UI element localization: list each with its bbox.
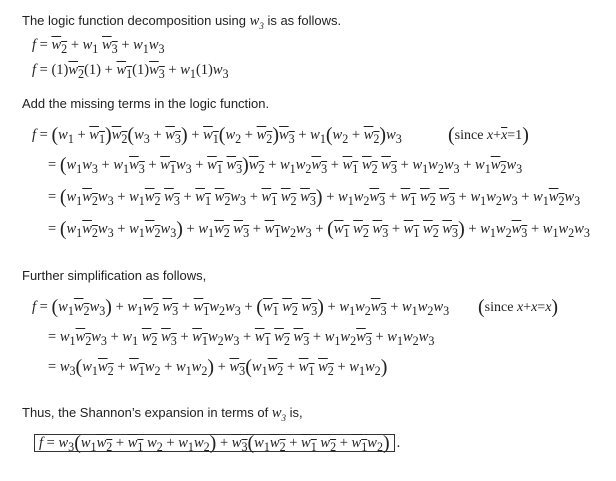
intro-variable: $w_3$ [249, 13, 264, 31]
equation-line-8: = $w_1w_2w_3 + w_1$ $w_2$ $w_3 + w_1w_2w_3 + w_1$ $w_2$ $w_3 + w_1w_2w_3 + w_1w_2w_3$ [48, 329, 435, 348]
final-expansion-box: $f = w_3(w_1w_2 + w_1$ $w_2 + w_1w_2) + w_3(w_1w_2 + w_1$ $w_2 + w_1w_2$) [34, 434, 395, 452]
intro-text [22, 10, 341, 37]
thus-text-label: Thus, the Shannon’s expansion in terms of [22, 405, 272, 420]
intro-text-label: The logic function decomposition using [22, 13, 250, 28]
equation-line-7: $f = (w_1w_2w_3) + w_1w_2$ $w_3 + w_1w_2w_3 + (w_1$ $w_2$ $w_3) + w_1w_2w_3 + w_1w_2w_3$ [32, 296, 450, 318]
equation-line-9: = $w_3(w_1w_2 + w_1w_2 + w_1w_2) + w_3(w_1w_2 + w_1$ $w_2 + w_1w_2$) [48, 356, 388, 378]
equation-line-2: $f = (1)w_2(1) + w_1(1)w_3 + w_1(1)w_3$ [32, 62, 229, 81]
thus-text [22, 402, 303, 429]
since-note-2: (since x+x=x) [478, 296, 559, 318]
final-expansion: $f = w_3(w_1w_2 + w_1$ $w_2 + w_1w_2) + w_3(w_1w_2 + w_1$ $w_2 + w_1w_2$) . [34, 432, 400, 458]
add-missing-text: Add the missing terms in the logic function. [22, 96, 270, 111]
intro-text-end: is as follows. [267, 13, 342, 28]
equation-line-4: = ($w_1w_3 + w_1w_3 + w_1w_3 + w_1$ $w_3)w_2 + w_1w_2w_3 + w_1$ $w_2$ $w_3 + w_1w_2w_3 + w_1w_2w_3$ [48, 154, 523, 176]
equation-line-3: $f = (w_1 + w_1)w_2(w_3 + w_3) + w_1(w_2 + w_2)w_3 + w_1(w_2 + w_2)w_3$ [32, 124, 402, 146]
equation-line-5: = ($w_1w_2w_3 + w_1w_2$ $w_3 + w_1$ $w_2w_3 + w_1$ $w_2$ $w_3) + w_1w_2w_3 + w_1$ $w_2$ $w_3 + w_1w_2w_3 + w_1w_2w_3$ [48, 186, 581, 208]
further-text: Further simplification as follows, [22, 268, 207, 283]
since-note-1: (since $x+\overline{x}=1$) [448, 124, 529, 146]
thus-text-end: is, [289, 405, 303, 420]
equation-line-1: $f = w_2 + w_1$ $w_3 + w_1w_3$ [32, 37, 165, 56]
thus-variable: $w_3$ [271, 405, 286, 423]
equation-line-6: = $(w_1w_2w_3 + w_1w_2w_3) + w_1w_2$ $w_3 + w_1w_2w_3 + (w_1$ $w_2$ $w_3 + w_1$ $w_2$ $w_3) + w_1w_2w_3 + w_1w_2w_3$ [48, 218, 590, 240]
